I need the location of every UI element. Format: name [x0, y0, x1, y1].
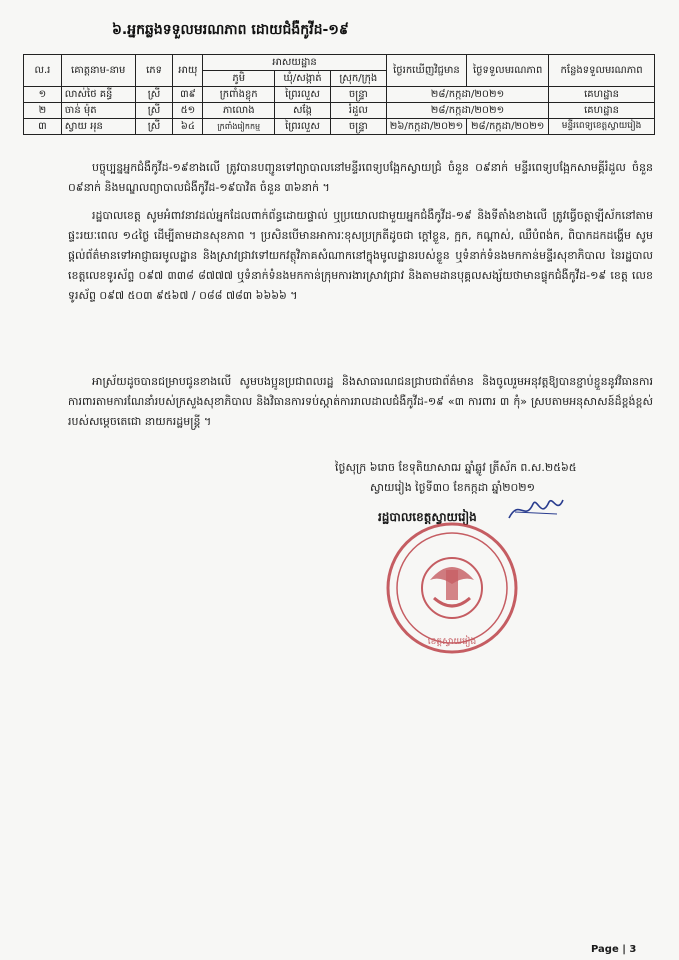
table-row — [24, 119, 655, 135]
cell-age: ៥១ — [173, 103, 203, 119]
date-lunar: ថ្ងៃសុក្រ ៦រោច ខែទុតិយាសាឍ ឆ្នាំឆ្លូវ ត្រីស័ក ព.ស.២៥៦៥ — [335, 461, 577, 474]
table-row — [24, 87, 655, 103]
cell-village: ក្រពាំងខ្លុក — [203, 87, 275, 103]
official-seal-icon — [372, 518, 538, 658]
cell-death-date: ២៨/កក្កដា/២០២១ — [467, 119, 549, 135]
section-heading: ៦.អ្នកឆ្លងទទួលមរណភាព ដោយជំងឺកូវីដ-១៩ — [112, 22, 349, 38]
cell-commune: ព្រៃរលួស — [275, 87, 331, 103]
death-cases-table — [23, 54, 655, 135]
signature-icon — [505, 494, 567, 524]
cell-village: ក្រពាំងរៀកកម្ម — [203, 119, 275, 135]
header-address: អាសយដ្ឋាន — [203, 55, 386, 71]
cell-death-place: មន្ទីរពេទ្យខេត្តស្វាយរៀង — [549, 119, 655, 135]
header-sex: ភេទ — [135, 55, 173, 87]
cell-no: ៣ — [24, 119, 62, 135]
date-solar: ស្វាយរៀង ថ្ងៃទី៣០ ខែកក្កដា ឆ្នាំ២០២១ — [370, 481, 535, 494]
cell-age: ៦៤ — [173, 119, 203, 135]
table-row — [24, 103, 655, 119]
cell-name: ស្វាយ អុន — [61, 119, 135, 135]
cell-dates: ២៨/កក្កដា/២០២១ — [386, 87, 548, 103]
cell-name: លាស់ថៃ គន្ធី — [61, 87, 135, 103]
header-death-date: ថ្ងៃទទួលមរណភាព — [467, 55, 549, 87]
cell-sex: ស្រី — [135, 103, 173, 119]
header-commune: ឃុំ/សង្កាត់ — [275, 71, 331, 87]
header-death-place: កន្លែងទទួលមរណភាព — [549, 55, 655, 87]
cell-district: ចន្ទ្រា — [330, 119, 386, 135]
header-age: អាយុ — [173, 55, 203, 87]
cell-commune: ព្រៃរលួស — [275, 119, 331, 135]
header-detect-date: ថ្ងៃរកឃើញវិជ្ជមាន — [386, 55, 466, 87]
paragraph-conclusion: អាស្រ័យដូចបានជម្រាបជូនខាងលើ សូមបងប្អូនប្រជាពលរដ្ឋ និងសាធារណជនជ្រាបជាព័ត៌មាន និងចូលរួមអនុវត្តឱ្យបានខ្ជាប់ខ្ជួននូវវិធានការការពារតាមការណែនាំរបស់ក្រសួងសុខាភិបាល និងវិធានការទប់ស្កាត់ការរាលដាលជំងឺកូវីដ-១៩ «៣ ការពារ ៣ កុំ» ស្របតាមអនុសាសន៍ដ៏ខ្ពង់ខ្ពស់របស់សម្តេចតេជោ នាយករដ្ឋមន្ត្រី ។ — [68, 375, 653, 428]
cell-death-place: គេហដ្ឋាន — [549, 87, 655, 103]
cell-district: រំដួល — [330, 103, 386, 119]
cell-name: ចាន់ ម៉ុត — [61, 103, 135, 119]
paragraph-current-treatment: បច្ចុប្បន្នអ្នកជំងឺកូវីដ-១៩ខាងលើ ត្រូវបានបញ្ជូនទៅព្យាបាលនៅមន្ទីរពេទ្យបង្អែកស្វាយជ្រំ ចំនួន ០៩នាក់ មន្ទីរពេទ្យបង្អែកសាមគ្គីរំដួល ចំនួន ០៩នាក់ និងមណ្ឌលព្យាបាលជំងឺកូវីដ-១៩បាវិត ចំនួន ៣៦នាក់ ។ — [68, 161, 653, 194]
cell-district: ចន្ទ្រា — [330, 87, 386, 103]
cell-no: ២ — [24, 103, 62, 119]
cell-detect-date: ២៦/កក្កដា/២០២១ — [386, 119, 466, 135]
cell-sex: ស្រី — [135, 87, 173, 103]
cell-dates: ២៨/កក្កដា/២០២១ — [386, 103, 548, 119]
cell-village: ភាលោង — [203, 103, 275, 119]
cell-age: ៣៩ — [173, 87, 203, 103]
seal-lettering: ខេត្តស្វាយរៀង — [427, 637, 477, 647]
header-name: គោត្តនាម-នាម — [61, 55, 135, 87]
header-village: ភូមិ — [203, 71, 275, 87]
cell-commune: សង្កែ — [275, 103, 331, 119]
header-district: ស្រុក/ក្រុង — [330, 71, 386, 87]
issuing-authority: រដ្ឋបាលខេត្តស្វាយរៀង — [378, 510, 477, 524]
header-no: ល.រ — [24, 55, 62, 87]
cell-sex: ស្រី — [135, 119, 173, 135]
paragraph-appeal: រដ្ឋបាលខេត្ត សូមអំពាវនាវដល់អ្នកដែលពាក់ព័ន្ធដោយផ្ទាល់ ឬប្រយោលជាមួយអ្នកជំងឺកូវីដ-១៩ និងទីតាំងខាងលើ ត្រូវធ្វើចត្តាឡីស័កនៅតាមផ្ទះរយៈពេល ១៤ថ្ងៃ ដើម្បីតាមដានសុខភាព ។ ប្រសិនបើមានអាការៈខុសប្រក្រតីដូចជា ក្តៅខ្លួន, ក្អក, កណ្តាស់, ឈឺបំពង់ក, ពិបាកដកដង្ហើម សូមផ្តល់ព័ត៌មានទៅអាជ្ញាធរមូលដ្ឋាន និងស្រាវជ្រាវទៅយកវត្ថុវិភាគសំណាកនៅក្នុងមូលដ្ឋានរបស់ខ្លួន ឬទំនាក់ទំនងមកកាន់មន្ទីរសុខាភិបាល នៃរដ្ឋបាលខេត្តលេខទូរស័ព្ទ ០៩៧ ៣៣៨ ៨៧៧៧ ឬទំនាក់ទំនងមកកាន់ក្រុមការងារស្រាវជ្រាវ និងតាមដានបុគ្គលសង្ស័យថាមានផ្ទុកជំងឺកូវីដ-១៩ ខេត្ត លេខទូរស័ព្ទ ០៩៧ ៥០៣ ៩៥៦៧ / ០៨៨ ៧៨៣ ៦៦៦៦ ។ — [68, 209, 653, 302]
cell-no: ១ — [24, 87, 62, 103]
page-number: Page | 3 — [591, 944, 637, 955]
cell-death-place: គេហដ្ឋាន — [549, 103, 655, 119]
